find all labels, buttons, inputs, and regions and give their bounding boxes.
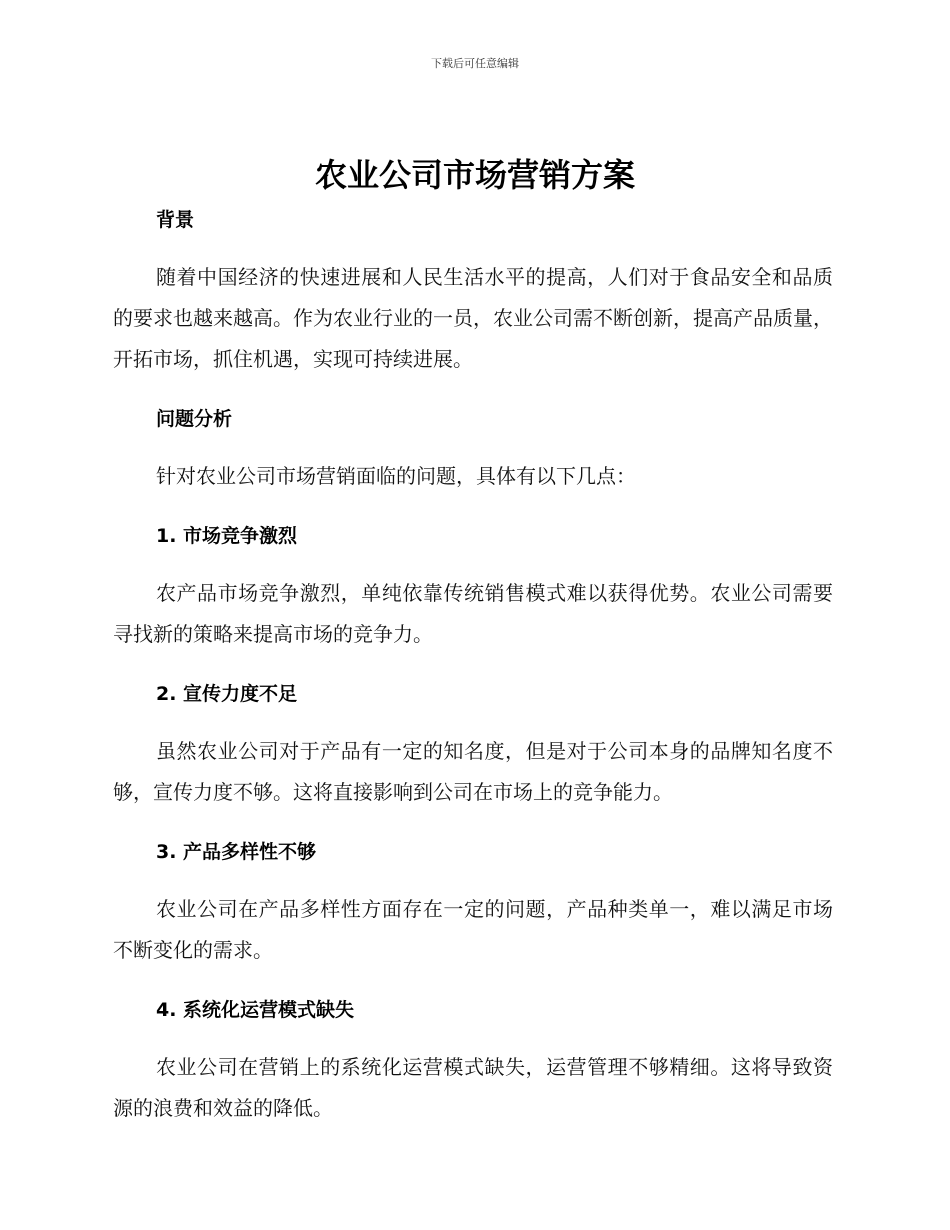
section-heading-analysis: 问题分析 — [156, 408, 233, 430]
problem-paragraph-2: 虽然农业公司对于产品有一定的知名度，但是对于公司本身的品牌知名度不够，宣传力度不够。这将直接影响到公司在市场上的竞争能力。 — [113, 739, 833, 804]
problem-heading-3: 3. 产品多样性不够 — [156, 841, 317, 863]
section-heading-background: 背景 — [156, 209, 195, 231]
background-paragraph: 随着中国经济的快速进展和人民生活水平的提高，人们对于食品安全和品质的要求也越来越高。作为农业行业的一员，农业公司需不断创新，提高产品质量，开拓市场，抓住机遇，实现可持续进展。 — [113, 265, 833, 371]
problem-heading-2: 2. 宣传力度不足 — [156, 683, 298, 705]
problem-paragraph-4: 农业公司在营销上的系统化运营模式缺失，运营管理不够精细。这将导致资源的浪费和效益的降低。 — [113, 1055, 833, 1120]
document-body — [113, 205, 833, 1129]
document-title: 农业公司市场营销方案 — [314, 156, 635, 194]
header-note: 下载后可任意编辑 — [431, 57, 519, 70]
problem-heading-1: 1. 市场竞争激烈 — [156, 525, 298, 547]
analysis-intro-paragraph: 针对农业公司市场营销面临的问题，具体有以下几点： — [156, 464, 636, 488]
problem-heading-4: 4. 系统化运营模式缺失 — [156, 999, 355, 1021]
problem-paragraph-3: 农业公司在产品多样性方面存在一定的问题，产品种类单一，难以满足市场不断变化的需求。 — [113, 897, 833, 962]
problem-paragraph-1: 农产品市场竞争激烈，单纯依靠传统销售模式难以获得优势。农业公司需要寻找新的策略来提高市场的竞争力。 — [113, 581, 833, 646]
